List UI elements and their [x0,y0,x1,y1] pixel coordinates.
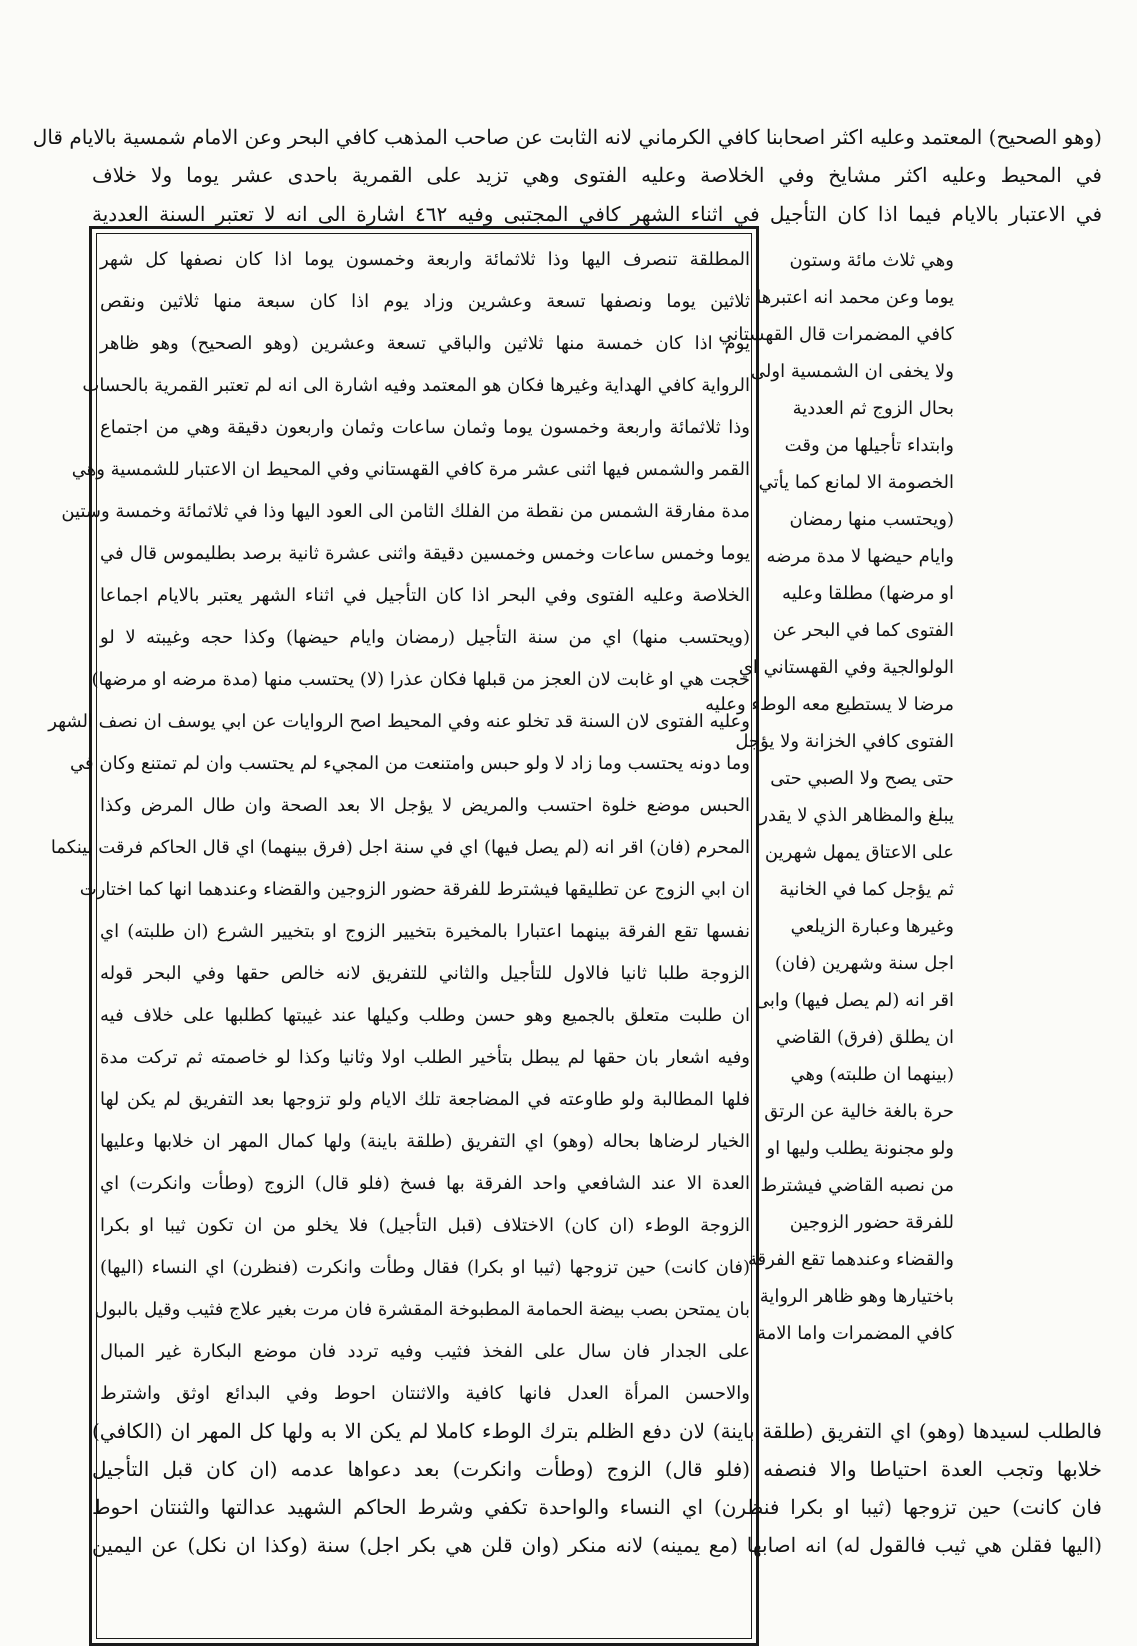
side-line-1: وهي ثلاث مائة وستون [789,250,954,271]
inner-line-3: يوم اذا كان خمسة منها ثلاثين والباقي تسعة وعشرين (وهو الصحيح) وهو ظاهر [100,333,750,354]
side-line-14: الفتوى كافي الخزانة ولا يؤجل [735,731,954,752]
side-line-23: (بينهما ان طلبته) وهي [790,1064,954,1085]
side-line-25: ولو مجنونة يطلب وليها او [766,1138,954,1159]
footer-line-4: (اليها فقلن هي ثيب فالقول له) انه اصابها (مع يمينه) لانه منكر (وان قلن هي بكر اجل) سنة (وكذا ان نكل) عن اليمين [92,1533,1102,1557]
inner-line-23: العدة الا عند الشافعي واحد الفرقة بها فسخ (فلو قال) الزوج (وطأت وانكرت) اي [100,1173,750,1194]
side-line-5: بحال الزوج ثم العددية [792,398,954,419]
side-line-2: يوما وعن محمد انه اعتبرها [756,287,954,308]
side-line-8: (ويحتسب منها رمضان [789,509,954,530]
side-line-9: وايام حيضها لا مدة مرضه [766,546,954,567]
inner-line-4: الرواية كافي الهداية وغيرها فكان هو المعتمد وفيه اشارة الى انه لم تعتبر القمرية بالحساب [82,375,750,396]
inner-line-25: (فان كانت) حين تزوجها (ثيبا او بكرا) فقال وطأت وانكرت (فنظرن) اي النساء (اليها) [100,1257,750,1278]
side-line-22: ان يطلق (فرق) القاضي [775,1027,954,1048]
side-line-6: وابتداء تأجيلها من وقت [784,435,954,456]
side-line-30: كافي المضمرات واما الامة [757,1323,954,1344]
inner-line-26: بان يمتحن بصب بيضة الحمامة المطبوخة المقشرة فان مرت بغير علاج فثيب وقيل بالبول [94,1299,750,1320]
side-line-11: الفتوى كما في البحر عن [772,620,954,641]
side-line-12: الولوالجية وفي القهستاني اي [738,657,954,678]
side-line-17: على الاعتاق يمهل شهرين [764,842,954,863]
inner-line-28: والاحسن المرأة العدل فانها كافية والاثنتان احوط وفي البدائع اوثق واشترط [100,1383,750,1404]
inner-line-14: الحبس موضع خلوة احتسب والمريض لا يؤجل الا بعد الصحة وان طال المرض وكذا [100,795,750,816]
inner-line-8: يوما وخمس ساعات وخمس وخمسين دقيقة واثنى عشرة ثانية برصد بطليموس قال في [100,543,750,564]
header-line-3: في الاعتبار بالايام فيما اذا كان التأجيل في اثناء الشهر كافي المجتبى وفيه ٤٦٢ اشارة الى انه لا تعتبر السنة العددية [92,202,1102,226]
inner-line-12: وعليه الفتوى لان السنة قد تخلو عنه وفي المحيط اصح الروايات عن ابي يوسف ان نصف الشهر [48,711,750,732]
side-line-21: اقر انه (لم يصل فيها) وابى [754,990,954,1011]
footer-line-3: فان كانت) حين تزوجها (ثيبا او بكرا فنظرن) اي النساء والواحدة تكفي وشرط الحاكم الشهيد عدالتها والثنتان احوط [92,1495,1102,1519]
inner-line-15: المحرم (فان) اقر انه (لم يصل فيها) اي في سنة اجل (فرق بينهما) اي قال الحاكم فرقت بينكما [50,837,750,858]
inner-line-11: حجت هي او غابت لان العجز من قبلها فكان عذرا (لا) يحتسب منها (مدة مرضه او مرضها) [91,669,750,690]
inner-line-21: فلها المطالبة ولو طاوعته في المضاجعة تلك الايام ولو تزوجها بعد التفريق لم يكن لها [100,1089,750,1110]
footer-line-2: خلابها وتجب العدة احتياطا والا فنصفه (فلو قال) الزوج (وطأت وانكرت) بعد دعواها عدمه (ان كان قبل التأجيل [92,1457,1102,1481]
side-line-26: من نصبه القاضي فيشترط [760,1175,954,1196]
inner-line-20: وفيه اشعار بان حقها لم يبطل بتأخير الطلب اولا وثانيا وكذا لو خاصمته ثم تركت مدة [100,1047,750,1068]
side-line-19: وغيرها وعبارة الزيلعي [790,916,954,937]
footer-line-1: فالطلب لسيدها (وهو) اي التفريق (طلقة باينة) لان دفع الظلم بترك الوطء كاملا لم يكن الا به ولها كل المهر ان (الكافي) [92,1419,1102,1443]
side-line-16: يبلغ والمظاهر الذي لا يقدر [759,805,954,826]
side-line-18: ثم يؤجل كما في الخانية [779,879,954,900]
side-line-27: للفرقة حضور الزوجين [789,1212,954,1233]
inner-line-18: الزوجة طلبا ثانيا فالاول للتأجيل والثاني للتفريق لانه خالص حقها وفي البحر قوله [100,963,750,984]
inner-line-27: على الجدار فان سال على الفخذ فثيب وفيه تردد فان موضع البكارة غير المبال [100,1341,750,1362]
inner-line-9: الخلاصة وعليه الفتوى وفي البحر اذا كان التأجيل في اثناء الشهر يعتبر بالايام اجماعا [100,585,750,606]
side-line-28: والقضاء وعندهما تقع الفرقة [747,1249,954,1270]
side-line-3: كافي المضمرات قال القهستاني [718,324,954,345]
inner-line-16: ان ابي الزوج عن تطليقها فيشترط للفرقة حضور الزوجين والقضاء وعندهما انها كما اختارت [79,879,750,900]
header-line-1: (وهو الصحيح) المعتمد وعليه اكثر اصحابنا كافي الكرماني لانه الثابت عن صاحب المذهب كافي البحر وعن الامام شمسية بالايام قال [32,125,1102,149]
side-line-29: باختيارها وهو ظاهر الرواية [759,1286,954,1307]
side-line-20: اجل سنة وشهرين (فان) [774,953,954,974]
inner-line-2: ثلاثين يوما ونصفها تسعة وعشرين وزاد يوم اذا كان سبعة منها ثلاثين ونقص [100,291,750,312]
side-line-15: حتى يصح ولا الصبي حتى [770,768,954,789]
inner-line-10: (ويحتسب منها) اي من سنة التأجيل (رمضان وايام حيضها) وكذا حجه وغيبته لا لو [100,627,750,648]
side-line-4: ولا يخفى ان الشمسية اولى [750,361,954,382]
inner-line-1: المطلقة تنصرف اليها وذا ثلاثمائة واربعة وخمسون يوما اذا كان نصفها كل شهر [100,249,750,270]
inner-line-19: ان طلبت متعلق بالجميع وهو حسن وطلب وكيلها عند غيبتها كطلبها على خلاف فيه [100,1005,750,1026]
inner-line-5: وذا ثلاثمائة واربعة وخمسون يوما وثمان ساعات وثمان واربعون دقيقة وهي من اجتماع [100,417,750,438]
side-line-24: حرة بالغة خالية عن الرتق [764,1101,954,1122]
inner-line-24: الزوجة الوطء (ان كان) الاختلاف (قبل التأجيل) فلا يخلو من ان تكون ثيبا او بكرا [100,1215,750,1236]
inner-line-22: الخيار لرضاها بحاله (وهو) اي التفريق (طلقة باينة) ولها كمال المهر ان خلابها وعليها [100,1131,750,1152]
side-line-13: مرضا لا يستطيع معه الوطء وعليه [705,694,954,715]
inner-line-6: القمر والشمس فيها اثنى عشر مرة كافي القهستاني وفي المحيط ان الاعتبار للشمسية وهي [71,459,750,480]
inner-line-17: نفسها تقع الفرقة بينهما اعتبارا بالمخيرة بتخيير الزوج او بتخيير الشرع (ان طلبته) اي [100,921,750,942]
inner-line-7: مدة مفارقة الشمس من نقطة من الفلك الثامن الى العود اليها وذا في ثلاثمائة وخمسة وستين [61,501,750,522]
inner-line-13: وما دونه يحتسب وما زاد لا ولو حبس وامتنعت من المجيء لم يحتسب وان لم تمتنع وكان في [70,753,750,774]
side-line-7: الخصومة الا لمانع كما يأتي [758,472,954,493]
header-line-2: في المحيط وعليه اكثر مشايخ وفي الخلاصة وعليه الفتوى وهي تزيد على القمرية باحدى عشر يوما ولا خلاف [92,163,1102,187]
side-line-10: او مرضها) مطلقا وعليه [782,583,954,604]
